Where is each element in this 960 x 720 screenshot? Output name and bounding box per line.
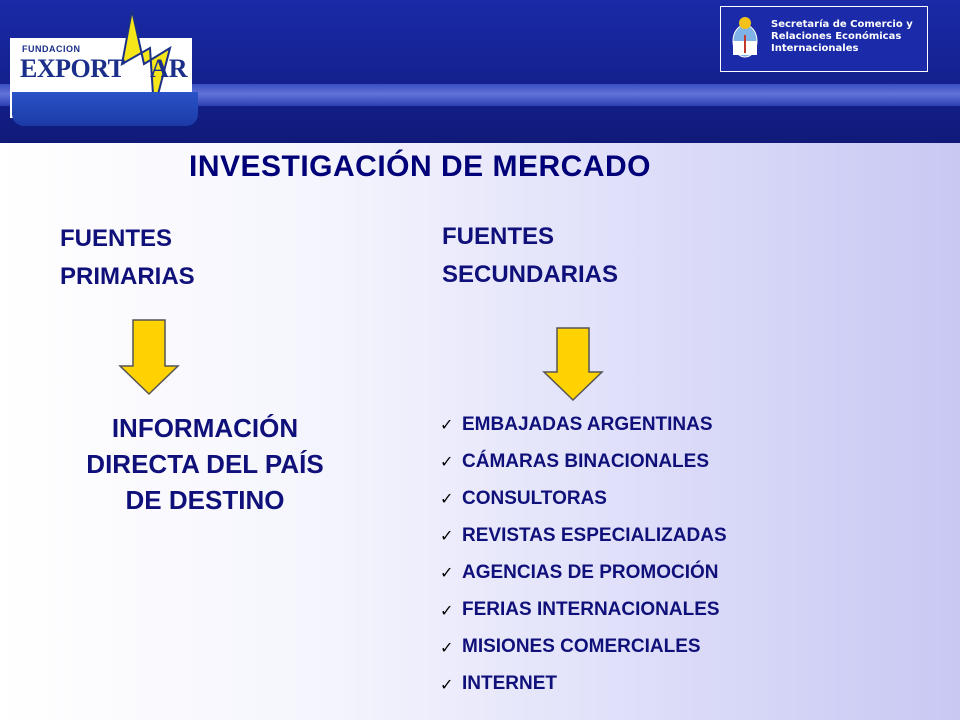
primary-heading-line-2: PRIMARIAS: [60, 263, 195, 290]
secretaria-line-2: Relaciones Económicas: [771, 31, 902, 42]
secondary-sources-list: [440, 406, 727, 703]
list-item-label: REVISTAS ESPECIALIZADAS: [462, 524, 727, 546]
primary-info-line-3: DE DESTINO: [125, 485, 285, 515]
list-item: [440, 666, 727, 703]
list-item: [440, 591, 727, 628]
list-item: [440, 517, 727, 554]
check-icon: ✓: [440, 489, 454, 509]
list-item-label: MISIONES COMERCIALES: [462, 636, 701, 658]
check-icon: ✓: [440, 600, 454, 620]
exportar-logo: [4, 8, 200, 124]
slide-title: INVESTIGACIÓN DE MERCADO: [188, 150, 652, 183]
down-arrow-icon: [542, 326, 604, 402]
list-item-label: CONSULTORAS: [462, 487, 607, 509]
list-item: [440, 554, 727, 591]
primary-heading: [60, 220, 195, 296]
secretaria-line-1: Secretaría de Comercio y: [771, 19, 913, 30]
check-icon: ✓: [440, 563, 454, 583]
list-item-label: INTERNET: [462, 673, 557, 695]
secondary-heading: [442, 218, 618, 294]
check-icon: ✓: [440, 674, 454, 694]
logo-wave: [12, 92, 198, 126]
list-item: [440, 406, 727, 443]
check-icon: ✓: [440, 452, 454, 472]
check-icon: ✓: [440, 415, 454, 435]
primary-info-line-2: DIRECTA DEL PAÍS: [86, 449, 324, 479]
check-icon: ✓: [440, 637, 454, 657]
secondary-heading-line-1: FUENTES: [442, 223, 555, 250]
primary-info: [40, 410, 370, 518]
secretaria-line-3: Internacionales: [771, 43, 859, 54]
logo-ar-text: AR: [150, 54, 188, 83]
list-item-label: CÁMARAS BINACIONALES: [462, 450, 709, 472]
logo-fundacion-text: FUNDACION: [22, 44, 81, 54]
secondary-heading-line-2: SECUNDARIAS: [442, 261, 619, 288]
coat-of-arms-icon: [731, 15, 759, 61]
primary-heading-line-1: FUENTES: [60, 225, 173, 252]
list-item: [440, 629, 727, 666]
list-item-label: FERIAS INTERNACIONALES: [462, 599, 720, 621]
secretaria-text: [771, 19, 927, 55]
secretaria-badge: [720, 6, 928, 72]
logo-export-text: EXPORT: [20, 54, 125, 83]
list-item-label: EMBAJADAS ARGENTINAS: [462, 413, 713, 435]
check-icon: ✓: [440, 526, 454, 546]
list-item: [440, 443, 727, 480]
down-arrow-icon: [118, 318, 180, 396]
primary-info-line-1: INFORMACIÓN: [111, 413, 299, 443]
list-item: [440, 480, 727, 517]
list-item-label: AGENCIAS DE PROMOCIÓN: [462, 561, 719, 583]
